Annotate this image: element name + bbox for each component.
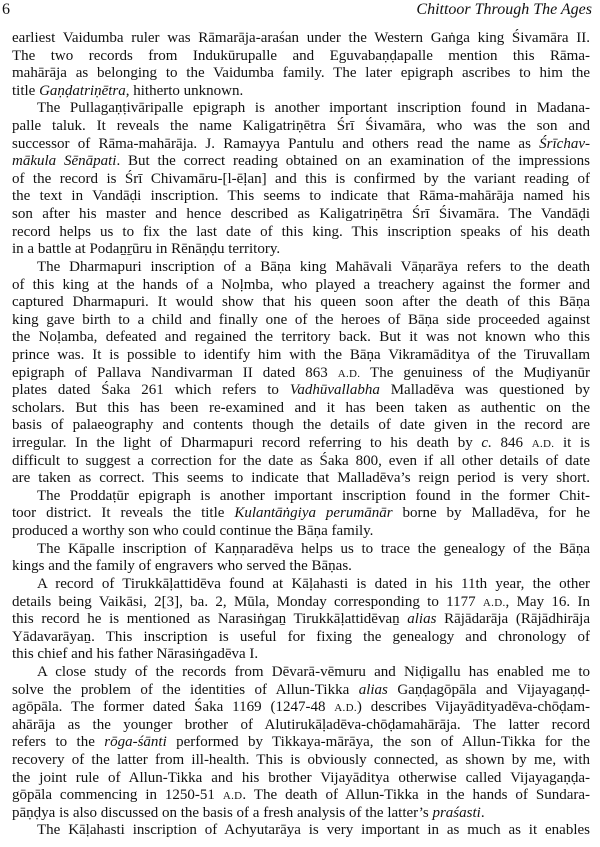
text-segment: scholars. But this has been re-examined and it has been taken as authentic on the — [12, 399, 590, 416]
italic-term: rōga-śānti — [104, 734, 167, 751]
text-segment: Gaṇḍagōpāla and Vijayagaṇḍ- — [387, 681, 590, 698]
text-line — [12, 505, 590, 523]
text-segment: details being Vaikāsi, 2[3], ba. 2, Mūla, Monday corresponding to 1177 — [12, 593, 483, 610]
text-segment: Yādavarāyaṉ. This inscription is useful for fixing the genealogy and chronology of — [12, 628, 590, 645]
text-segment: in a battle at Podaṉṟūru in Rēnāṇḍu territory. — [12, 241, 281, 258]
text-segment: son after his master and hence described as Kaligatriṇētra Śrī Śivamāra. The Vandāḍi — [12, 206, 590, 223]
text-line — [12, 805, 590, 823]
text-segment: agōpāla. The former dated Śaka 1169 (1247-48 — [12, 699, 335, 716]
text-segment: . But the correct reading obtained on an examination of the impressions — [116, 153, 590, 170]
text-line — [12, 347, 590, 365]
text-segment: irregular. In the light of Dharmapuri record referring to his death by — [12, 435, 482, 452]
text-line — [12, 100, 590, 118]
text-segment: borne by Malladēva, for he — [392, 505, 590, 522]
italic-term: c. — [481, 435, 492, 452]
text-segment: . The death of Allun-Tikka in the hands of Sundara- — [242, 787, 590, 804]
text-segment: are taken as correct. This seems to indicate that Malladēva’s reign period is very short. — [12, 470, 590, 487]
text-line — [12, 329, 590, 347]
text-segment: epigraph of Pallava Nandivarman II dated 863 — [12, 364, 338, 381]
text-line — [12, 594, 590, 612]
italic-term: alias — [358, 681, 388, 698]
text-line — [12, 752, 590, 770]
text-segment: ahārāja as the younger brother of Alutirukāḷadēva-chōḍamahārāja. The latter record — [12, 716, 590, 733]
text-segment: palle taluk. It reveals the name Kaligatriṇētra Śrī Śivamāra, who was the son and — [12, 118, 590, 135]
text-segment: . — [480, 804, 485, 821]
text-line — [12, 523, 590, 541]
text-segment: kings and the family of engravers who served the Bāṇas. — [12, 558, 352, 575]
text-line — [12, 118, 590, 136]
text-segment: basis of palaeography and contents though the details of date given in the record are — [12, 417, 590, 434]
text-segment: the text in Vandāḍi inscription. This seems to indicate that Rāma-mahārāja named his — [12, 188, 590, 205]
text-line — [12, 470, 590, 488]
text-line — [12, 400, 590, 418]
text-segment: difficult to suggest a correction for the date as Śaka 800, even if all other details of date — [12, 452, 590, 469]
text-segment: The Kāpalle inscription of Kaṇṇaradēva helps us to trace the genealogy of the Bāṇa — [37, 540, 590, 557]
text-line — [12, 558, 590, 576]
text-segment: The Kāḷahasti inscription of Achyutarāya is very important in as much as it enables — [37, 822, 590, 839]
italic-term: mākula Sēnāpati — [12, 153, 117, 170]
text-segment: Malladēva was questioned by — [379, 382, 591, 399]
text-segment: mahārāja as belonging to the Vaidumba family. The later epigraph ascribes to him the — [12, 65, 590, 82]
text-segment: A close study of the records from Dēvarā-vēmuru and Niḍigallu has enabled me to — [37, 663, 590, 680]
text-segment: this record he is mentioned as Narasiṅgaṉ Tirukkāḷattidēvaṉ — [12, 611, 408, 628]
text-segment: , May 16. In — [505, 593, 590, 610]
text-line — [12, 224, 590, 242]
text-line — [12, 664, 590, 682]
text-segment: record helps us to fix the last date of this king. This inscription speaks of his death — [12, 223, 590, 240]
text-segment: The genuiness of the Muḍiyanūr — [360, 364, 591, 381]
text-segment: toor district. It reveals the title — [12, 505, 235, 522]
era-abbreviation: A.D. — [337, 367, 361, 380]
text-line — [12, 576, 590, 594]
text-segment: the Noḷamba, defeated and regained the territory back. But it was not known who this — [12, 329, 590, 346]
text-segment: captured Dharmapuri. It would show that his queen soon after the death of this Bāṇa — [12, 294, 590, 311]
text-line — [12, 294, 590, 312]
text-line — [12, 541, 590, 559]
text-segment: The two records from Indukūrupalle and Eguvabaṇḍapalle mention this Rāma- — [12, 47, 590, 64]
text-line — [12, 312, 590, 330]
text-segment: prince was. It is possible to identify him with the Bāṇa Vikramāditya of the Tiruvallam — [12, 346, 590, 363]
text-segment: of the record is Śrī Chivamāru-[l-ēḷan] and this is confirmed by the variant reading of — [12, 170, 590, 187]
text-segment: , hitherto unknown. — [125, 82, 244, 99]
text-segment: solve the problem of the identities of Allun-Tikka — [12, 681, 359, 698]
text-line — [12, 611, 590, 629]
text-line — [12, 770, 590, 788]
text-segment: 846 — [491, 435, 532, 452]
era-abbreviation: A.D. — [531, 438, 555, 451]
text-segment: this chief and his father Nārasiṅgadēva I. — [12, 646, 259, 663]
text-segment: gōpāla commencing in 1250-51 — [12, 787, 223, 804]
running-title: Chittoor Through The Ages — [416, 1, 592, 18]
text-segment: plates dated Śaka 261 which refers to — [12, 382, 290, 399]
text-line — [12, 171, 590, 189]
text-line — [12, 241, 590, 259]
text-segment: The Proddaṭūr epigraph is another important inscription found in the former Chit- — [37, 487, 590, 504]
text-line — [12, 822, 590, 840]
text-line — [12, 65, 590, 83]
text-line — [12, 365, 590, 383]
text-line — [12, 646, 590, 664]
text-segment: produced a worthy son who could continue the Bāṇa family. — [12, 523, 374, 540]
text-line — [12, 734, 590, 752]
text-line — [12, 435, 590, 453]
text-line — [12, 453, 590, 471]
era-abbreviation: A.D. — [482, 596, 506, 609]
text-segment: The Pullagaṇṭivāripalle epigraph is another important inscription found in Madana- — [37, 100, 590, 117]
italic-term: Śrīchav- — [539, 135, 590, 152]
text-segment: title — [12, 82, 40, 99]
text-line — [12, 417, 590, 435]
text-line — [12, 682, 590, 700]
text-segment: performed by Tikkaya-mārāya, the son of Allun-Tikka for the — [166, 734, 590, 751]
text-segment: A record of Tirukkāḷattidēva found at Kāḷahasti is dated in his 11th year, the other — [37, 575, 590, 592]
text-segment: ) describes Vijayādityadēva-chōḍam- — [356, 699, 590, 716]
text-segment: the joint rule of Allun-Tikka and his brother Vijayāditya otherwise called Vijayagaṇḍa- — [12, 769, 590, 786]
text-line — [12, 277, 590, 295]
text-segment: earliest Vaidumba ruler was Rāmarāja-araśan under the Western Gaṅga king Śivamāra II. — [12, 30, 590, 46]
text-line — [12, 629, 590, 647]
text-line — [12, 83, 590, 101]
text-line — [12, 699, 590, 717]
text-line — [12, 382, 590, 400]
text-segment: king gave birth to a child and finally one of the heroes of Bāṇa side proceeded against — [12, 311, 590, 328]
text-line — [12, 787, 590, 805]
text-segment: Rājādarāja (Rājādhirāja — [436, 611, 590, 628]
era-abbreviation: A.D — [222, 790, 243, 803]
text-line — [12, 717, 590, 735]
italic-term: Gaṇḍatriṇētra — [39, 82, 126, 99]
italic-term: Vadhūvallabha — [289, 382, 380, 399]
text-segment: successor of Rāma-mahārāja. J. Ramayya Pantulu and others read the name as — [12, 135, 540, 152]
text-segment: recovery of the latter from ill-health. This is obviously connected, as shown by me, with — [12, 751, 590, 768]
text-line — [12, 488, 590, 506]
era-abbreviation: A.D. — [334, 702, 357, 715]
text-line — [12, 259, 590, 277]
text-line — [12, 188, 590, 206]
text-line — [12, 206, 590, 224]
italic-term: alias — [407, 611, 437, 628]
text-line — [12, 48, 590, 66]
text-segment: it is — [554, 435, 590, 452]
body-text — [12, 30, 590, 840]
text-segment: refers to the — [12, 734, 105, 751]
text-segment: pāṇḍya is also discussed on the basis of a fresh analysis of the latter’s — [12, 804, 433, 821]
text-line — [12, 136, 590, 154]
text-segment: The Dharmapuri inscription of a Bāṇa king Mahāvali Vāṇarāya refers to the death — [37, 258, 590, 275]
italic-term: Kulantāṅgiya perumānār — [234, 505, 393, 522]
text-line — [12, 153, 590, 171]
page-number: 6 — [2, 1, 10, 18]
text-segment: of this king at the hands of a Noḷmba, who played a treachery against the former and — [12, 276, 590, 293]
text-line — [12, 30, 590, 48]
italic-term: praśasti — [432, 804, 481, 821]
